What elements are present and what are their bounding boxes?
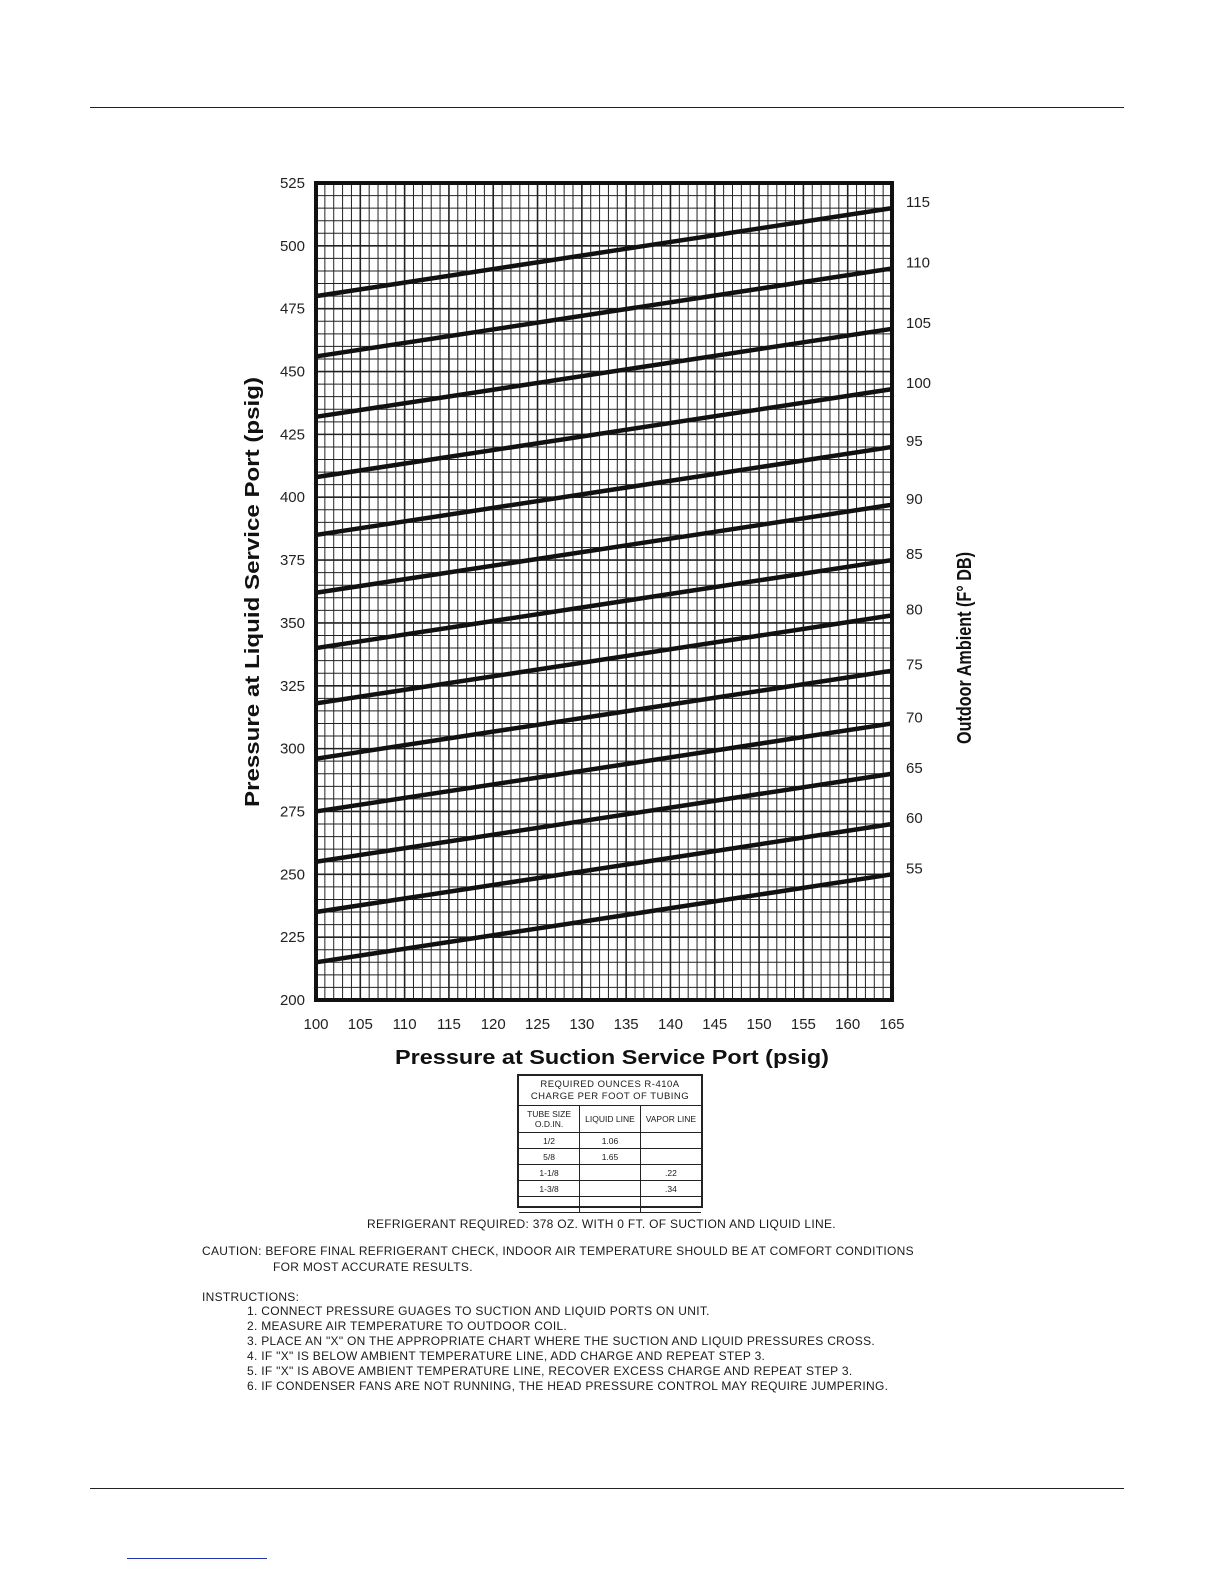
y-tick-label: 425 [279, 426, 305, 444]
table-cell: .34 [640, 1181, 701, 1197]
y-tick-label: 500 [279, 237, 305, 255]
x-tick-label: 145 [702, 1016, 728, 1033]
charge-table-title [519, 1076, 701, 1106]
table-cell: 1-1/8 [519, 1165, 580, 1181]
table-cell: 1-3/8 [519, 1181, 580, 1197]
x-tick-label: 130 [569, 1016, 595, 1033]
instruction-1: 1. CONNECT PRESSURE GUAGES TO SUCTION AND LIQUID PORTS ON UNIT. [247, 1304, 710, 1318]
caution-line-1: CAUTION: BEFORE FINAL REFRIGERANT CHECK, INDOOR AIR TEMPERATURE SHOULD BE AT COMFORT CONDITIONS [202, 1244, 914, 1258]
ambient-label-70: 70 [906, 709, 923, 727]
ambient-label-110: 110 [906, 254, 930, 272]
series-line-60 [316, 824, 892, 912]
y-tick-label: 350 [279, 614, 305, 632]
table-cell [640, 1149, 701, 1165]
ambient-labels [906, 194, 931, 877]
table-row [519, 1133, 701, 1149]
table-row [519, 1149, 701, 1165]
x-tick-label: 115 [436, 1016, 461, 1033]
y-tick-label: 225 [279, 929, 305, 947]
ambient-label-100: 100 [906, 375, 932, 393]
ambient-label-95: 95 [906, 432, 923, 450]
plot-frame [316, 183, 892, 1000]
ambient-label-75: 75 [906, 656, 923, 674]
series-line-70 [316, 723, 892, 811]
ambient-label-80: 80 [906, 601, 923, 619]
chart-grid [316, 183, 892, 1000]
caution-line-2: FOR MOST ACCURATE RESULTS. [273, 1260, 473, 1274]
ambient-label-85: 85 [906, 546, 923, 564]
y-tick-label: 325 [279, 677, 305, 695]
y-tick-label: 250 [279, 866, 305, 884]
table-cell: 1.06 [580, 1133, 641, 1149]
x-tick-label: 120 [480, 1016, 506, 1033]
table-cell [640, 1197, 701, 1213]
x-tick-label: 105 [347, 1016, 373, 1033]
table-cell: 5/8 [519, 1149, 580, 1165]
table-row [519, 1197, 701, 1213]
series-line-95 [316, 447, 892, 535]
series-line-85 [316, 560, 892, 648]
table-row [519, 1181, 701, 1197]
charge-table [517, 1074, 703, 1208]
y-tick-label: 375 [279, 552, 305, 570]
charge-table-header-row [519, 1106, 701, 1133]
table-cell: .22 [640, 1165, 701, 1181]
table-cell [519, 1197, 580, 1213]
ambient-label-115: 115 [906, 194, 930, 212]
y-axis-title: Pressure at Liquid Service Port (psig) [242, 450, 264, 807]
instruction-6: 6. IF CONDENSER FANS ARE NOT RUNNING, THE HEAD PRESSURE CONTROL MAY REQUIRE JUMPERING. [247, 1379, 889, 1393]
table-row [519, 1165, 701, 1181]
header-vapor-line: VAPOR LINE [640, 1106, 701, 1133]
charge-table-grid [519, 1106, 701, 1213]
footer-rule [90, 1488, 1124, 1489]
x-tick-label: 125 [525, 1016, 551, 1033]
series-line-75 [316, 671, 892, 759]
ambient-label-65: 65 [906, 759, 923, 777]
instruction-2: 2. MEASURE AIR TEMPERATURE TO OUTDOOR COIL. [247, 1319, 568, 1333]
header-tube-size: TUBE SIZE O.D.IN. [519, 1106, 580, 1133]
x-tick-label: 110 [392, 1016, 417, 1033]
x-tick-label: 160 [835, 1016, 861, 1033]
ambient-label-105: 105 [906, 314, 932, 332]
x-tick-label: 150 [746, 1016, 772, 1033]
series-line-55 [316, 874, 892, 962]
y-tick-label: 300 [279, 740, 305, 758]
y-tick-label: 200 [279, 992, 305, 1009]
instruction-3: 3. PLACE AN "X" ON THE APPROPRIATE CHART WHERE THE SUCTION AND LIQUID PRESSURES CROSS. [247, 1334, 876, 1348]
ambient-label-90: 90 [906, 490, 923, 508]
x-axis-title: Pressure at Suction Service Port (psig) [395, 1047, 829, 1069]
y-tick-label: 475 [279, 300, 305, 318]
table-cell [640, 1133, 701, 1149]
x-tick-labels [303, 1016, 904, 1033]
table-cell [580, 1197, 641, 1213]
table-cell [580, 1181, 641, 1197]
x-tick-label: 155 [790, 1016, 816, 1033]
y-tick-label: 275 [279, 803, 305, 821]
refrigerant-required-note: REFRIGERANT REQUIRED: 378 OZ. WITH 0 FT. OF SUCTION AND LIQUID LINE. [367, 1217, 836, 1231]
y-tick-label: 450 [279, 363, 305, 381]
footer-link-underline[interactable] [127, 1558, 267, 1559]
x-tick-label: 100 [303, 1016, 329, 1033]
instructions-title: INSTRUCTIONS: [202, 1290, 300, 1304]
instruction-4: 4. IF "X" IS BELOW AMBIENT TEMPERATURE LINE, ADD CHARGE AND REPEAT STEP 3. [247, 1349, 766, 1363]
table-cell: 1.65 [580, 1149, 641, 1165]
ambient-label-55: 55 [906, 860, 923, 878]
x-tick-label: 135 [613, 1016, 639, 1033]
y-tick-label: 525 [279, 175, 305, 192]
instruction-5: 5. IF "X" IS ABOVE AMBIENT TEMPERATURE LINE, RECOVER EXCESS CHARGE AND REPEAT STEP 3. [247, 1364, 853, 1378]
series-line-90 [316, 505, 892, 593]
x-tick-label: 165 [879, 1016, 905, 1033]
series-line-80 [316, 615, 892, 703]
y-tick-label: 400 [279, 489, 305, 507]
series-line-65 [316, 774, 892, 862]
table-cell: 1/2 [519, 1133, 580, 1149]
x-tick-label: 140 [657, 1016, 683, 1033]
charge-table-title-line1: REQUIRED OUNCES R-410A [540, 1079, 680, 1090]
table-cell [580, 1165, 641, 1181]
header-liquid-line: LIQUID LINE [580, 1106, 641, 1133]
charge-table-title-line2: CHARGE PER FOOT OF TUBING [530, 1091, 690, 1102]
y-tick-labels [280, 175, 305, 1009]
ambient-label-60: 60 [906, 810, 923, 828]
y2-axis-title: Outdoor Ambient (F° DB) [954, 506, 976, 744]
